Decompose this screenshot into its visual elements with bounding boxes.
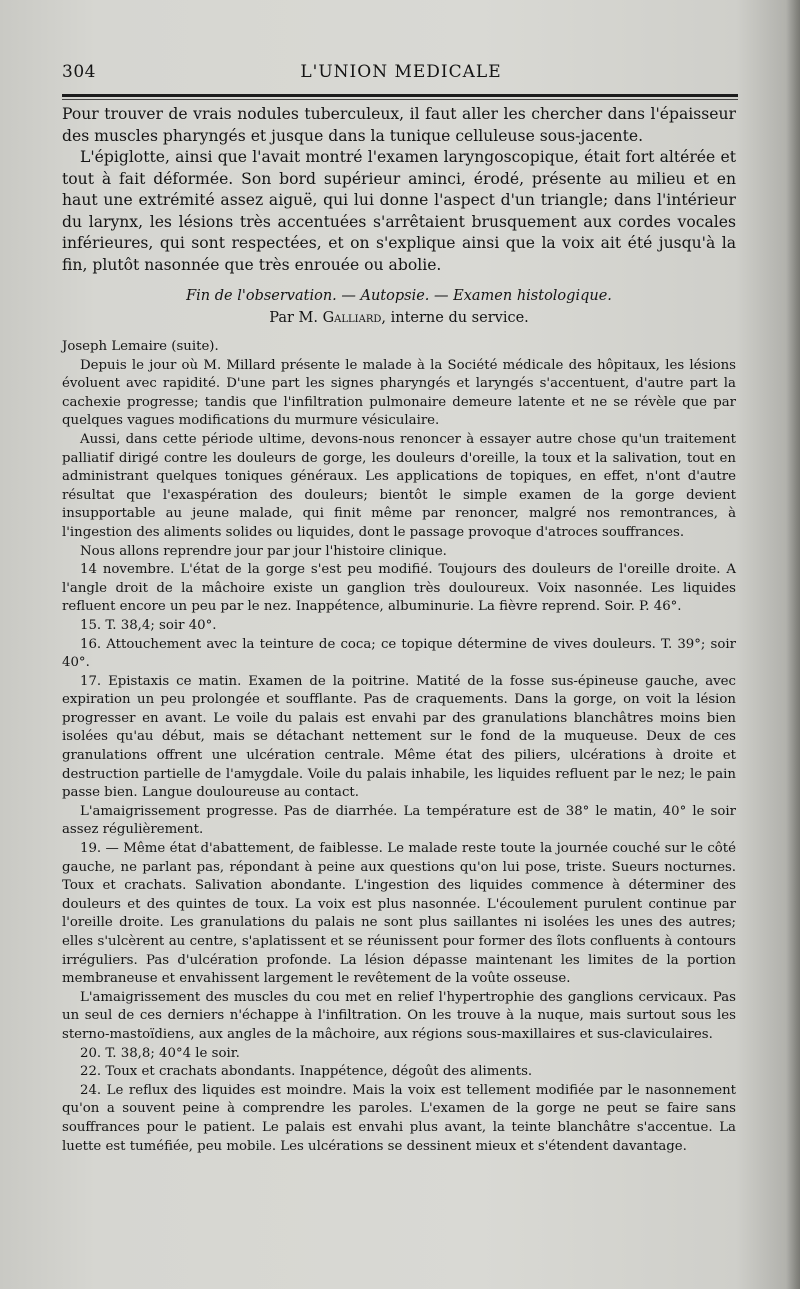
byline-prefix: Par M.	[269, 310, 318, 326]
article-body	[62, 104, 736, 1156]
entry-22: 22. Toux et crachats abondants. Inappétence, dégoût des aliments.	[80, 1064, 533, 1080]
page-gutter-shadow	[786, 0, 800, 1289]
page-number: 304	[62, 62, 96, 82]
running-title: L'UNION MEDICALE	[300, 62, 502, 82]
page-header	[62, 62, 740, 88]
entry-24: 24. Le reflux des liquides est moindre. Mais la voix est tellement modifiée par le nasonnement qu'on a souvent peine à comprendre les paroles. L'examen de la gorge ne peut se faire sans souffrances pour le patient. Le palais est envahi plus avant, la teinte blanchâtre s'accentue. La luette est tuméfiée, peu mobile. Les ulcérations se dessinent mieux et s'étendent davantage.	[62, 1082, 736, 1154]
entry-17: 17. Epistaxis ce matin. Examen de la poitrine. Matité de la fosse sus-épineuse gauche, avec expiration un peu prolongée et soufflante. Pas de craquements. Dans la gorge, on voit la lésion progresser en avant. Le voile du palais est envahi par des granulations blanchâtres moins bien isolées qu'au début, mais se détachant nettement sur le fond de la muqueuse. Deux de ces granulations offrent une ulcération centrale. Même état des piliers, ulcérations à droite et destruction partielle de l'amygdale. Voile du palais inhabile, les liquides refluent par le nez; le pain passe bien. Langue douloureuse au contact.	[62, 673, 736, 801]
observation-paragraph-3: Nous allons reprendre jour par jour l'histoire clinique.	[80, 543, 447, 559]
byline	[62, 308, 736, 328]
patient-name: Joseph Lemaire (suite).	[62, 339, 219, 354]
intro-paragraph-2: L'épiglotte, ainsi que l'avait montré l'examen laryngoscopique, était fort altérée et tout à fait déformée. Son bord supérieur aminci, érodé, présente au milieu et en haut une extrémité assez aiguë, qui lui donne l'aspect d'un triangle; dans l'intérieur du larynx, les lésions très accentuées s'arrêtaient brusquement aux cordes vocales inférieures, qui sont respectées, et on s'explique ainsi que la voix ait été jusqu'à la fin, plutôt nasonnée que très enrouée ou abolie.	[62, 148, 736, 274]
observation-paragraph-5: L'amaigrissement des muscles du cou met en relief l'hypertrophie des ganglions cervicaux. Pas un seul de ces derniers n'échappe à l'infiltration. On les trouve à la nuque, mais surtout sous les sterno-mastoïdiens, aux angles de la mâchoire, aux régions sous-maxillaires et sus-claviculaires.	[62, 989, 736, 1042]
entry-15: 15. T. 38,4; soir 40°.	[80, 617, 217, 633]
observation-paragraph-4: L'amaigrissement progresse. Pas de diarrhée. La température est de 38° le matin, 40° le soir assez régulièrement.	[62, 803, 736, 838]
byline-author: Galliard,	[322, 310, 386, 326]
intro-paragraph-1: Pour trouver de vrais nodules tuberculeux, il faut aller les chercher dans l'épaisseur des muscles pharyngés et jusque dans la tunique celluleuse sous-jacente.	[62, 105, 736, 145]
header-rule	[62, 94, 738, 97]
entry-16: 16. Attouchement avec la teinture de coca; ce topique détermine de vives douleurs. T. 39°; soir 40°.	[62, 636, 736, 671]
byline-suffix: interne du service.	[390, 310, 529, 326]
entry-19: 19. — Même état d'abattement, de faiblesse. Le malade reste toute la journée couché sur le côté gauche, ne parlant pas, répondant à peine aux questions qu'on lui pose, triste. Sueurs nocturnes. Toux et crachats. Salivation abondante. L'ingestion des liquides commence à déterminer des douleurs et des quintes de toux. La voix est plus nasonnée. L'écoulement purulent continue par l'oreille droite. Les granulations du palais ne sont plus saillantes ni isolées les unes des autres; elles s'ulcèrent au centre, s'aplatissent et se réunissent pour former des îlots confluents à contours irréguliers. Pas d'ulcération profonde. La lésion dépasse maintenant les limites de la portion membraneuse et envahissent largement le revêtement de la voûte osseuse.	[62, 841, 736, 987]
section-heading: Fin de l'observation. — Autopsie. — Examen histologique.	[186, 288, 612, 304]
entry-20: 20. T. 38,8; 40°4 le soir.	[80, 1045, 240, 1061]
entry-14-novembre: 14 novembre. L'état de la gorge s'est peu modifié. Toujours des douleurs de l'oreille droite. A l'angle droit de la mâchoire existe un ganglion très douloureux. Voix nasonnée. Les liquides refluent encore un peu par le nez. Inappétence, albuminurie. La fièvre reprend. Soir. P. 46°.	[62, 562, 736, 615]
observation-paragraph-2: Aussi, dans cette période ultime, devons-nous renoncer à essayer autre chose qu'un traitement palliatif dirigé contre les douleurs de gorge, les douleurs d'oreille, la toux et la salivation, tout en administrant quelques toniques généraux. Les applications de topiques, en effet, n'ont d'autre résultat que l'exaspération des douleurs; bientôt le simple examen de la gorge devient insupportable au jeune malade, qui finit même par renoncer, malgré nos remontrances, à l'ingestion des aliments solides ou liquides, dont le passage provoque d'atroces souffrances.	[62, 431, 736, 540]
observation-paragraph-1: Depuis le jour où M. Millard présente le malade à la Société médicale des hôpitaux, les lésions évoluent avec rapidité. D'une part les signes pharyngés et laryngés s'accentuent, d'autre part la cachexie progresse; tandis que l'infiltration pulmonaire demeure latente et ne se révèle que par quelques vagues modifications du murmure vésiculaire.	[62, 357, 736, 429]
header-rule-thin	[62, 99, 738, 100]
